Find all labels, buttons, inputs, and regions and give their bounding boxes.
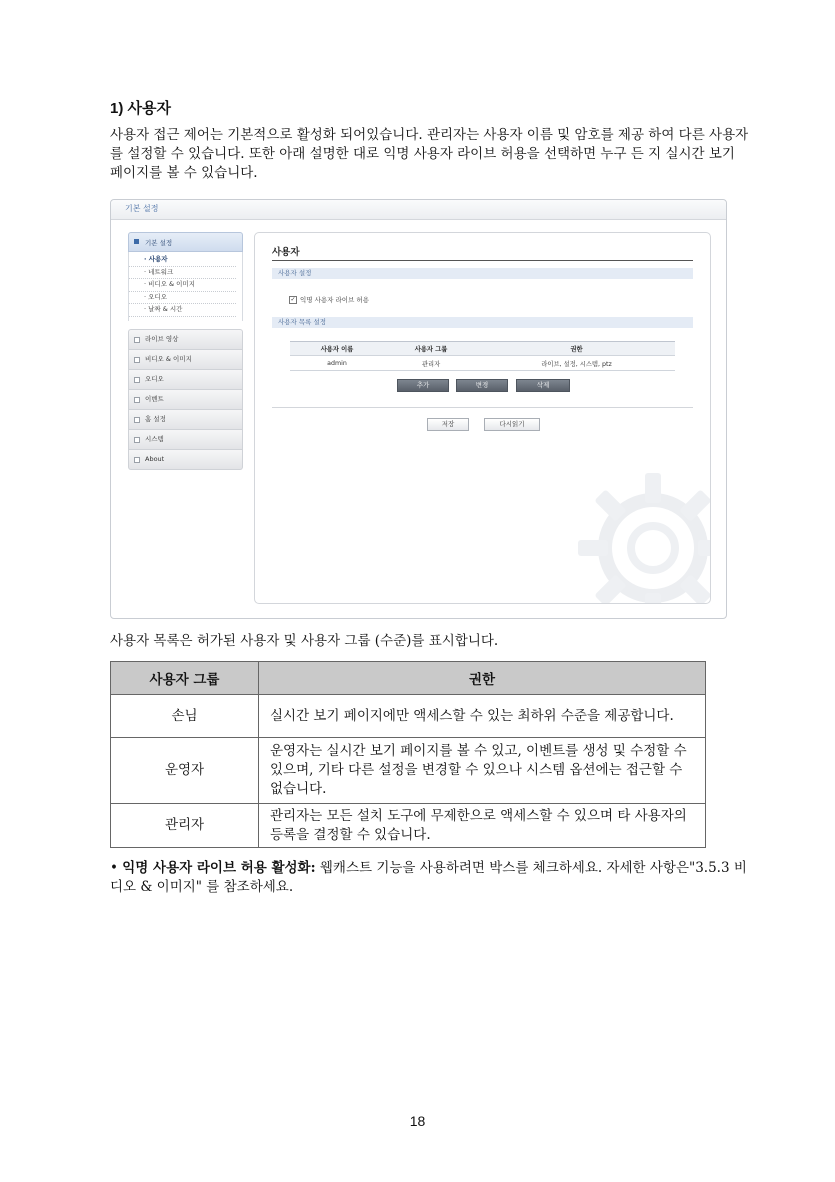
page-number: 18 <box>409 1113 426 1129</box>
user-list-description: 사용자 목록은 허가된 사용자 및 사용자 그룹 (수준)를 표시합니다. <box>110 633 499 649</box>
group-cell: 손님 <box>111 695 259 738</box>
menu-item-system[interactable]: 시스템 <box>128 430 243 450</box>
table-row <box>111 695 706 738</box>
expand-icon <box>134 357 140 363</box>
title-divider <box>272 260 693 261</box>
panel-title: 사용자 <box>272 247 300 258</box>
add-button[interactable]: 추가 <box>397 379 449 392</box>
expand-icon <box>134 417 140 423</box>
expand-icon <box>134 377 140 383</box>
panel-divider <box>272 407 693 408</box>
sidebar-item-audio[interactable]: · 오디오 <box>129 292 236 305</box>
save-button[interactable]: 저장 <box>427 418 469 431</box>
column-header-permission: 권한 <box>259 662 706 695</box>
menu-item-home-settings[interactable]: 홈 설정 <box>128 410 243 430</box>
reload-button[interactable]: 다시읽기 <box>484 418 540 431</box>
table-row[interactable] <box>290 356 675 371</box>
user-table <box>290 341 675 371</box>
delete-button[interactable]: 삭제 <box>516 379 570 392</box>
permission-cell: 관리자는 모든 설치 도구에 무제한으로 액세스할 수 있으며 타 사용자의 등록을 결정할 수 있습니다. <box>259 804 706 848</box>
sidebar-item-network[interactable]: · 네트워크 <box>129 267 236 280</box>
window-titlebar <box>111 200 726 220</box>
intro-paragraph: 사용자 접근 제어는 기본적으로 활성화 되어있습니다. 관리자는 사용자 이름 및 암호를 제공 하여 다른 사용자를 설정할 수 있습니다. 또한 아래 설명한 대로 익명 사용자 라이브 허용을 선택하면 누구 든 지 실시간 보기 페이지를 볼 수 있습니다. <box>110 127 749 181</box>
menu-item-video-image[interactable]: 비디오 & 이미지 <box>128 350 243 370</box>
sidebar-item-video-image[interactable]: · 비디오 & 이미지 <box>129 279 236 292</box>
collapse-icon <box>134 239 139 244</box>
column-header-group: 사용자 그룹 <box>111 662 259 695</box>
anonymous-live-note <box>110 859 750 897</box>
cell-usergroup: 관리자 <box>384 356 478 371</box>
sidebar-submenu <box>128 252 243 321</box>
sidebar-item-user[interactable]: · 사용자 <box>129 254 236 267</box>
table-row <box>111 804 706 848</box>
expand-icon <box>134 397 140 403</box>
expand-icon <box>134 437 140 443</box>
anonymous-live-checkbox[interactable]: ✓ 익명 사용자 라이브 허용 <box>290 296 369 304</box>
sidebar-header-basic-settings[interactable] <box>128 232 243 252</box>
column-header-permission: 권한 <box>478 342 675 356</box>
user-settings-section: 사용자 설정 <box>272 268 693 279</box>
bullet-marker: • <box>110 860 118 876</box>
menu-item-about[interactable]: About <box>128 450 243 470</box>
expand-icon <box>134 337 140 343</box>
note-label: 익명 사용자 라이브 허용 활성화: <box>122 860 316 876</box>
sidebar-header-label: 기본 설정 <box>145 239 173 247</box>
settings-sidebar <box>128 232 243 470</box>
gear-watermark-icon <box>568 463 711 604</box>
cell-permission: 라이브, 설정, 시스템, ptz <box>478 356 675 371</box>
sidebar-menu <box>128 329 243 470</box>
menu-item-live-view[interactable]: 라이브 영상 <box>128 329 243 350</box>
column-header-username: 사용자 이름 <box>290 342 384 356</box>
sidebar-item-date-time[interactable]: · 날짜 & 시간 <box>129 304 236 317</box>
expand-icon <box>134 457 140 463</box>
menu-item-audio[interactable]: 오디오 <box>128 370 243 390</box>
settings-screenshot <box>110 199 727 619</box>
window-title: 기본 설정 <box>125 204 159 213</box>
group-cell: 운영자 <box>111 738 259 804</box>
table-row <box>111 738 706 804</box>
cell-username: admin <box>290 356 384 371</box>
user-settings-panel <box>254 232 711 604</box>
user-list-section: 사용자 목록 설정 <box>272 317 693 328</box>
note-text: 웹캐스트 기능을 사용하려면 박스를 체크하세요. 자세한 사항은"3.5.3 비디오 & 이미지" 를 참조하세요. <box>110 860 747 895</box>
section-heading: 1) 사용자 <box>110 100 171 117</box>
menu-item-event[interactable]: 이벤트 <box>128 390 243 410</box>
checkbox-check-icon: ✓ <box>290 296 296 303</box>
column-header-usergroup: 사용자 그룹 <box>384 342 478 356</box>
modify-button[interactable]: 변경 <box>456 379 508 392</box>
permissions-table <box>110 661 706 848</box>
group-cell: 관리자 <box>111 804 259 848</box>
permission-cell: 운영자는 실시간 보기 페이지를 볼 수 있고, 이벤트를 생성 및 수정할 수 있으며, 기타 다른 설정을 변경할 수 있으나 시스템 옵션에는 접근할 수 없습니다. <box>259 738 706 804</box>
permission-cell: 실시간 보기 페이지에만 액세스할 수 있는 최하위 수준을 제공합니다. <box>259 695 706 738</box>
